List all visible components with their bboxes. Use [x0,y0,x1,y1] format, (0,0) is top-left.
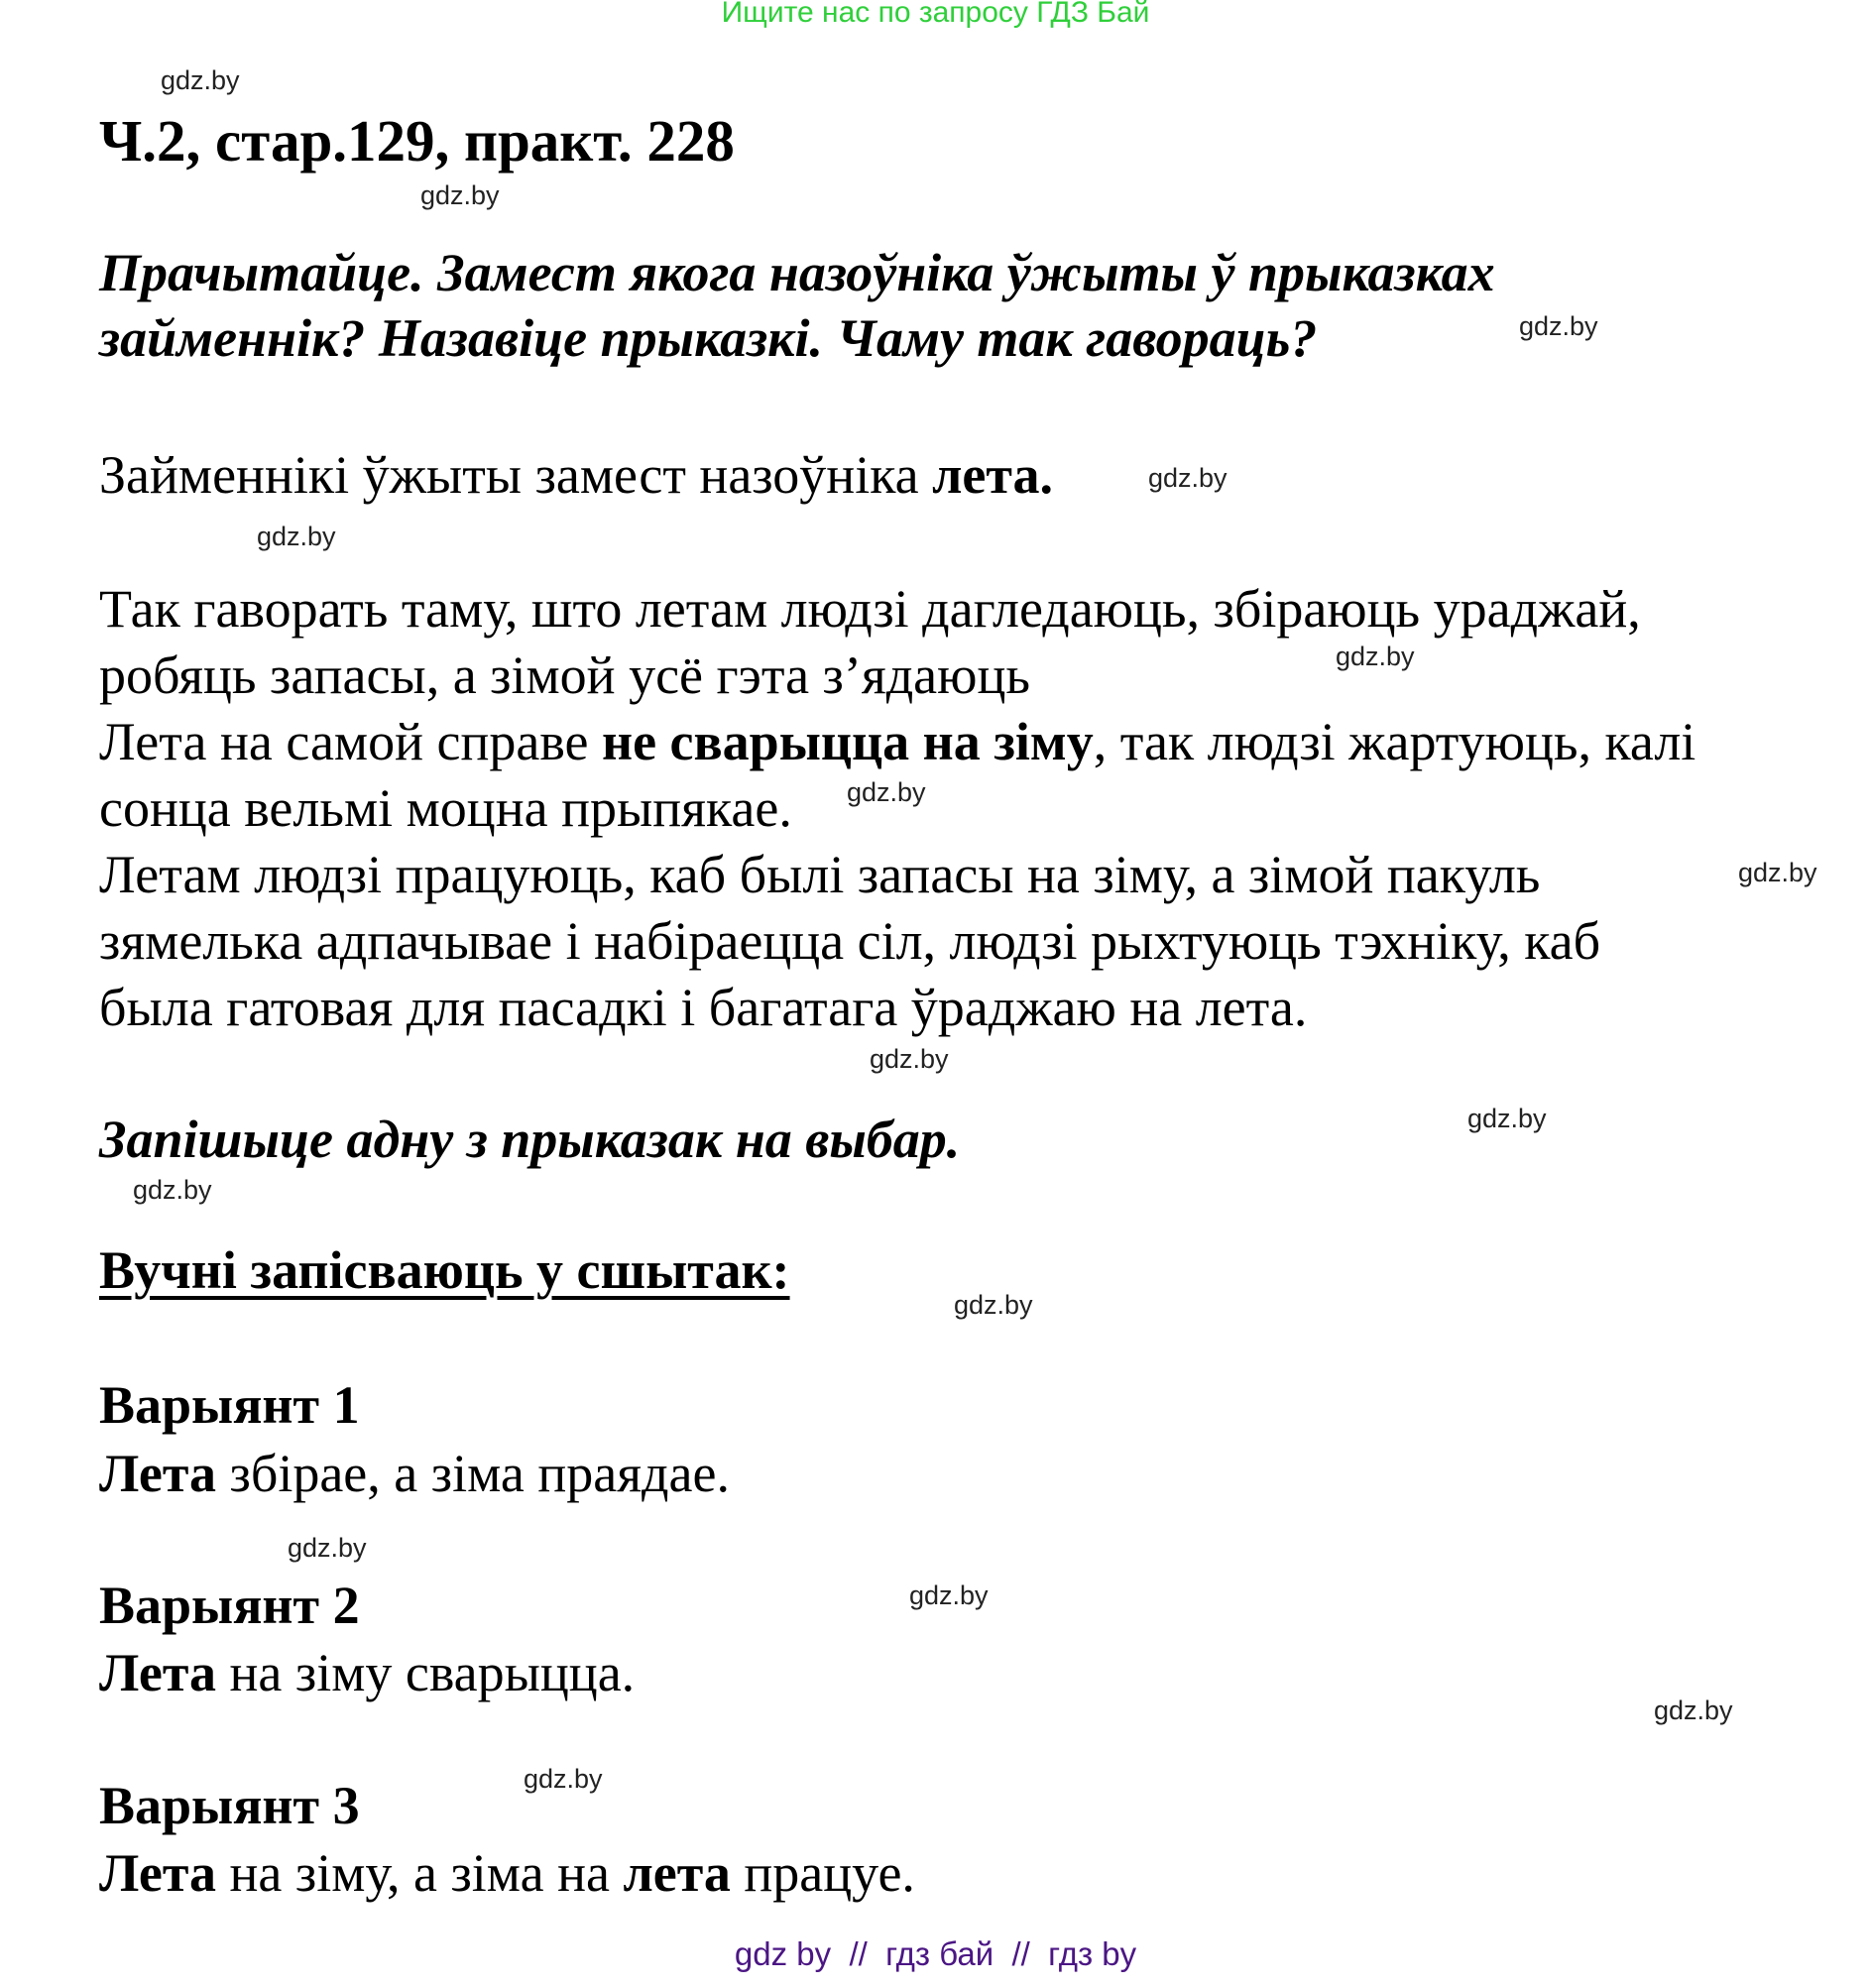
text: працуе. [730,1843,915,1903]
paragraph-line: робяць запасы, а зімой усё гэта з’ядаюць [99,645,1031,705]
variant-label: Варыянт 1 [99,1375,360,1435]
variant-text [99,1642,635,1703]
watermark: gdz.by [420,180,500,210]
task-instruction-line: Прачытайце. Замест якога назоўніка ўжыты ў прыказках [99,243,1495,302]
text: , так людзі жартуюць, калі [1093,712,1696,771]
page-title: Ч.2, стар.129, практ. 228 [99,108,735,174]
footer-text: gdz by // гдз бай // гдз by [734,1935,1137,1972]
watermark: gdz.by [1336,642,1415,671]
watermark: gdz.by [288,1533,367,1563]
answer-statement [99,444,1053,506]
paragraph-line: Так гаворать таму, што летам людзі дагледаюць, збіраюць ураджай, [99,579,1641,639]
keyword: лета [623,1843,731,1903]
paragraph-line: сонца вельмі моцна прыпякае. [99,778,792,838]
text: на зіму, а зіма на [216,1843,624,1903]
text: Лета на самой справе [99,712,602,771]
variant-text [99,1842,915,1904]
answer-keyword: лета. [932,445,1054,505]
watermark: gdz.by [133,1175,212,1205]
paragraph-line: была гатовая для пасадкі і багатага ўраджаю на лета. [99,978,1308,1037]
keyword: Лета [99,1643,217,1702]
footer-links [0,1935,1871,1973]
watermark: gdz.by [954,1290,1033,1320]
variant-label: Варыянт 2 [99,1576,360,1635]
search-banner: Ищите нас по запросу ГДЗ Бай [721,0,1150,29]
emphasis: не сварыцца на зіму [601,712,1094,771]
watermark: gdz.by [1148,463,1228,493]
watermark: gdz.by [870,1044,949,1074]
text: на зіму сварыцца. [216,1643,636,1702]
text: збірае, а зіма праядае. [216,1444,730,1503]
watermark: gdz.by [1654,1696,1733,1725]
watermark: gdz.by [1738,858,1817,887]
notebook-heading: Вучні запісваюць у сшытак: [99,1240,790,1300]
answer-text: Займеннікі ўжыты замест назоўніка [99,445,933,505]
watermark: gdz.by [524,1764,603,1794]
variant-label: Варыянт 3 [99,1776,360,1835]
variant-text [99,1443,730,1504]
keyword: Лета [99,1843,217,1903]
paragraph-line: Летам людзі працуюць, каб былі запасы на зіму, а зімой пакуль [99,845,1541,904]
paragraph-line [99,711,1696,772]
watermark: gdz.by [257,522,336,551]
watermark: gdz.by [1519,311,1598,341]
watermark: gdz.by [847,777,926,807]
watermark: gdz.by [909,1580,989,1610]
task-instruction-line: займеннік? Назавіце прыказкі. Чаму так гавораць? [99,308,1318,368]
keyword: Лета [99,1444,217,1503]
watermark: gdz.by [1467,1104,1547,1133]
task-instruction: Запішыце адну з прыказак на выбар. [99,1110,961,1169]
watermark: gdz.by [161,65,240,95]
paragraph-line: зямелька адпачывае і набіраецца сіл, людзі рыхтуюць тэхніку, каб [99,911,1601,971]
